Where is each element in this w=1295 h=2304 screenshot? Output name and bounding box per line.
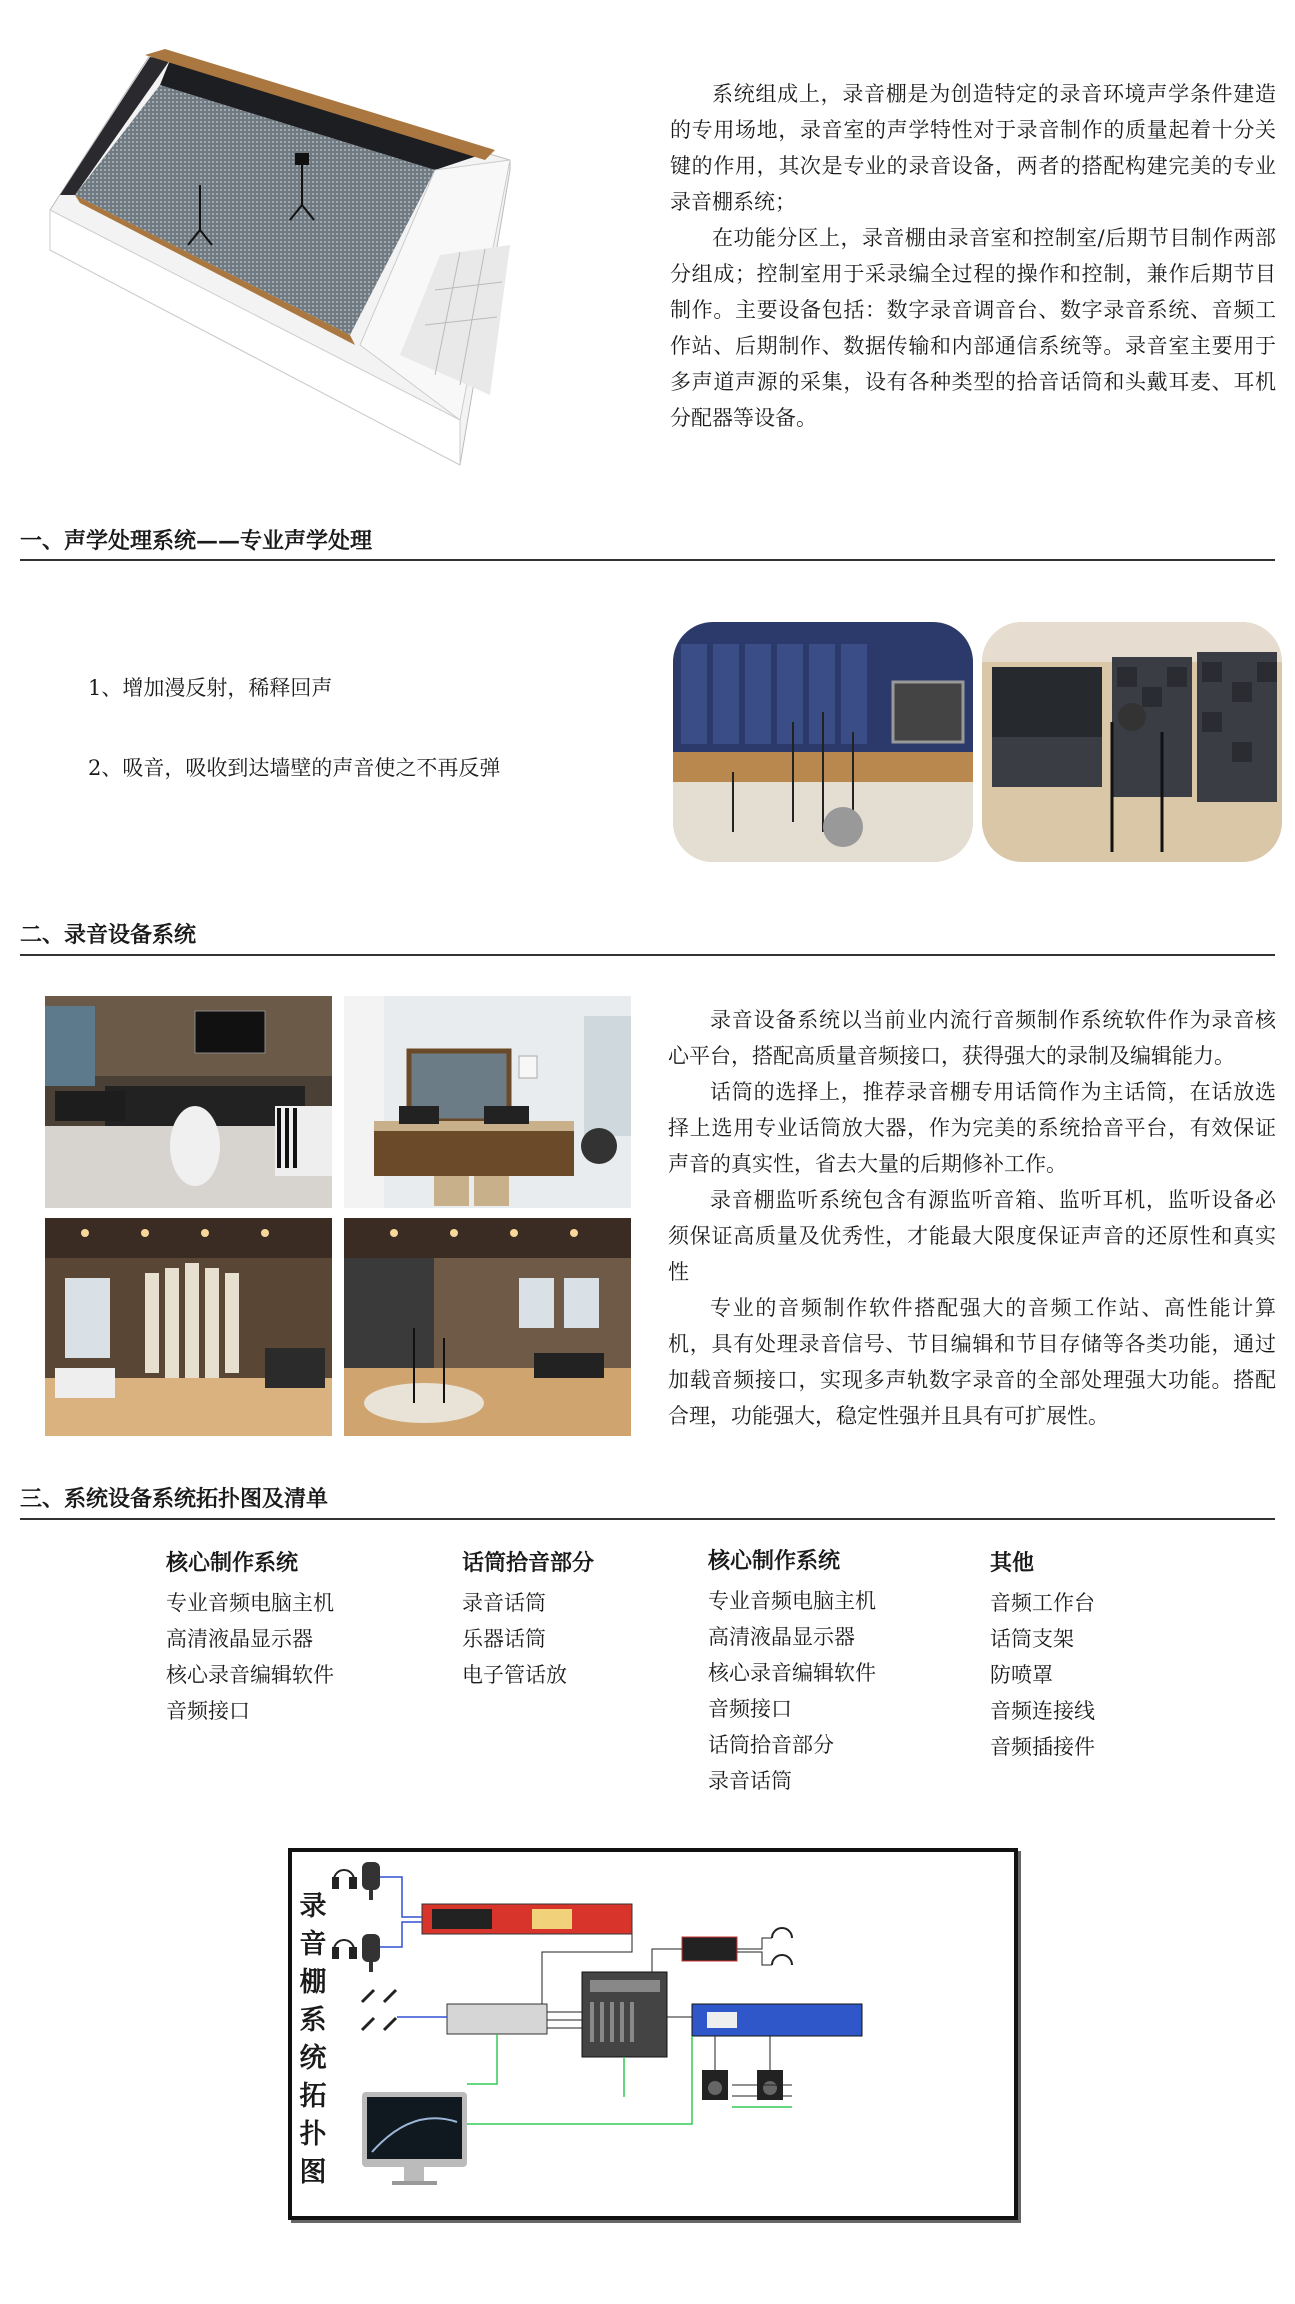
list-item: 录音话筒 — [708, 1769, 792, 1793]
list-item: 高清液晶显示器 — [708, 1625, 855, 1649]
intro-paragraph-1: 系统组成上，录音棚是为创造特定的录音环境声学条件建造的专用场地，录音室的声学特性对于录音制作的质量起着十分关键的作用，其次是专业的录音设备，两者的搭配构建完美的专业录音棚系统； — [670, 82, 1276, 214]
section2-paragraph-1: 录音设备系统以当前业内流行音频制作系统软件作为录音核心平台，搭配高质量音频接口，获得强大的录制及编辑能力。 — [668, 1008, 1276, 1068]
title-char: 系 — [299, 2005, 327, 2036]
section1-point-1: 1、增加漫反射，稀释回声 — [88, 676, 333, 700]
topology-title — [298, 1888, 328, 2192]
title-char: 拓 — [299, 2081, 327, 2112]
list-item: 乐器话筒 — [462, 1627, 546, 1651]
list-item: 音频接口 — [708, 1697, 792, 1721]
list-item: 防喷罩 — [990, 1663, 1053, 1687]
list-item: 电子管话放 — [462, 1663, 567, 1687]
title-char: 音 — [299, 1929, 327, 1960]
studio-photo-live-room — [344, 1218, 631, 1436]
equipment-column-1 — [166, 1546, 334, 1729]
audio-interface-device — [447, 2004, 547, 2034]
equipment-column-3 — [708, 1544, 876, 1799]
computer-icon — [362, 2092, 467, 2185]
list-item: 录音话筒 — [462, 1591, 546, 1615]
title-char: 扑 — [299, 2119, 327, 2150]
list-item: 专业音频电脑主机 — [166, 1591, 334, 1615]
title-char: 图 — [299, 2157, 327, 2188]
list-item: 音频插接件 — [990, 1735, 1095, 1759]
list-item: 话筒拾音部分 — [708, 1733, 834, 1757]
studio-photo-white-room — [344, 996, 631, 1208]
list-item: 话筒支架 — [990, 1627, 1074, 1651]
microphone-icon — [362, 1862, 380, 1972]
topology-graphic — [332, 1852, 1014, 2216]
section2-divider — [20, 954, 1275, 956]
title-char: 统 — [299, 2043, 327, 2074]
section3-divider — [20, 1518, 1275, 1520]
title-char: 棚 — [299, 1967, 327, 1998]
section2-paragraph-3: 录音棚监听系统包含有源监听音箱、监听耳机，监听设备必须保证高质量及优秀性，才能最大限度保证声音的还原性和真实性 — [668, 1188, 1276, 1284]
intro-text — [670, 76, 1276, 436]
column-title: 其他 — [990, 1550, 1035, 1576]
section2-paragraph-4: 专业的音频制作软件搭配强大的音频工作站、高性能计算机，具有处理录音信号、节目编辑和节目存储等各类功能，通过加载音频接口，实现多声轨数字录音的全部处理强大功能。搭配合理，功能强大，稳定性强并且具有可扩展性。 — [668, 1296, 1276, 1428]
section2-title: 二、录音设备系统 — [20, 922, 197, 948]
headphone-amp-device — [682, 1937, 737, 1961]
section1-point-2: 2、吸音，吸收到达墙壁的声音使之不再反弹 — [88, 756, 501, 780]
instrument-mic-icon — [362, 1990, 396, 2030]
list-item: 音频接口 — [166, 1699, 250, 1723]
studio-photo-wood-hall — [45, 1218, 332, 1436]
section1-title: 一、声学处理系统——专业声学处理 — [20, 528, 373, 554]
section2-paragraph-2: 话筒的选择上，推荐录音棚专用话筒作为主话筒，在话放选择上选用专业话筒放大器，作为完美的系统拾音平台，有效保证声音的真实性，省去大量的后期修补工作。 — [668, 1080, 1276, 1176]
list-item: 音频连接线 — [990, 1699, 1095, 1723]
equipment-column-4 — [990, 1546, 1095, 1765]
studio-photo-control-desk — [45, 996, 332, 1208]
list-item: 高清液晶显示器 — [166, 1627, 313, 1651]
acoustic-room-photo-1 — [673, 622, 973, 862]
equipment-column-2 — [462, 1546, 594, 1693]
section3-title: 三、系统设备系统拓扑图及清单 — [20, 1486, 329, 1512]
list-item: 专业音频电脑主机 — [708, 1589, 876, 1613]
list-item: 核心录音编辑软件 — [166, 1663, 334, 1687]
studio-3d-illustration — [40, 45, 650, 475]
column-title: 核心制作系统 — [166, 1550, 299, 1576]
title-char: 录 — [299, 1891, 327, 1922]
column-title: 核心制作系统 — [708, 1548, 841, 1574]
column-title: 话筒拾音部分 — [462, 1550, 595, 1576]
topology-diagram — [288, 1848, 1018, 2220]
list-item: 音频工作台 — [990, 1591, 1095, 1615]
intro-paragraph-2: 在功能分区上，录音棚由录音室和控制室/后期节目制作两部分组成；控制室用于采录编全过程的操作和控制，兼作后期节目制作。主要设备包括：数字录音调音台、数字录音系统、音频工作站、后期制作、数据传输和内部通信系统等。录音室主要用于多声道声源的采集，设有各种类型的拾音话筒和头戴耳麦、耳机分配器等设备。 — [670, 226, 1276, 430]
acoustic-room-photo-2 — [982, 622, 1282, 862]
section2-text — [668, 1002, 1276, 1434]
headphone-icon — [332, 1870, 356, 1958]
list-item: 核心录音编辑软件 — [708, 1661, 876, 1685]
section1-divider — [20, 559, 1275, 561]
